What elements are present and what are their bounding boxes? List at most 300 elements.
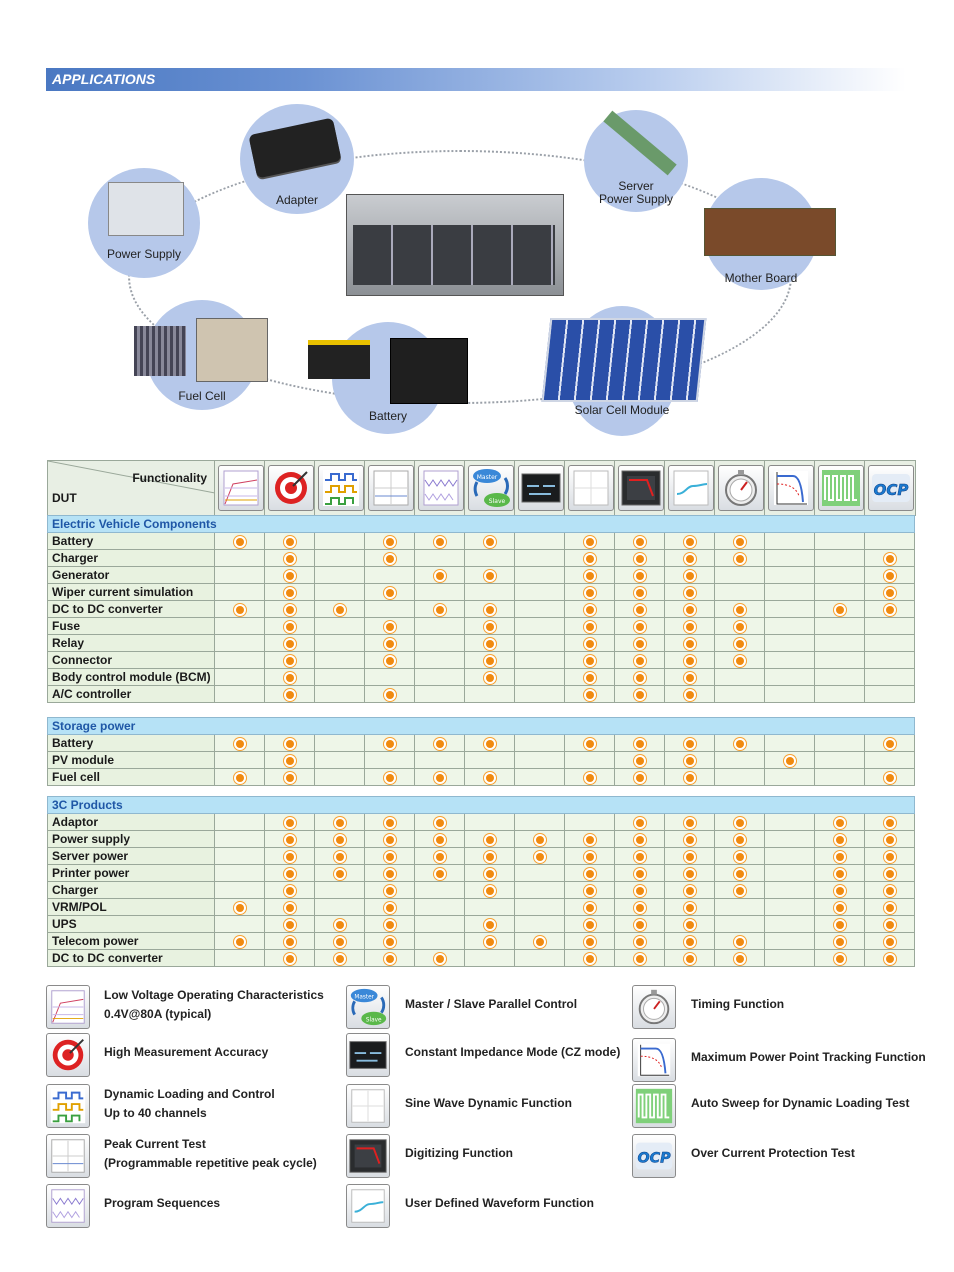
matrix-cell — [565, 752, 615, 769]
applicable-sun-icon — [886, 938, 894, 946]
applicable-sun-icon — [386, 921, 394, 929]
applicable-sun-icon — [336, 921, 344, 929]
matrix-cell — [865, 635, 915, 652]
table-row — [48, 769, 915, 786]
matrix-cell — [665, 550, 715, 567]
master-slave-icon — [468, 465, 514, 511]
table-row — [48, 686, 915, 703]
svg-text:Slave: Slave — [365, 1017, 382, 1024]
matrix-cell — [315, 769, 365, 786]
matrix-cell — [815, 669, 865, 686]
applicable-sun-icon — [386, 623, 394, 631]
applicable-sun-icon — [886, 887, 894, 895]
applicable-sun-icon — [586, 640, 594, 648]
applicable-sun-icon — [286, 819, 294, 827]
legend-line-1: Sine Wave Dynamic Function — [405, 1096, 572, 1110]
matrix-cell — [815, 916, 865, 933]
table-row — [48, 567, 915, 584]
applicable-sun-icon — [486, 623, 494, 631]
applicable-sun-icon — [286, 887, 294, 895]
matrix-cell — [765, 652, 815, 669]
matrix-cell — [765, 669, 815, 686]
matrix-cell — [515, 618, 565, 635]
matrix-cell — [515, 601, 565, 618]
matrix-cell — [465, 899, 515, 916]
matrix-cell — [715, 831, 765, 848]
matrix-cell — [615, 550, 665, 567]
applicable-sun-icon — [636, 757, 644, 765]
applicable-sun-icon — [886, 955, 894, 963]
accuracy-target-icon — [268, 465, 314, 511]
matrix-cell — [815, 814, 865, 831]
applicable-sun-icon — [686, 904, 694, 912]
legend-text — [104, 986, 324, 1024]
legend-line-1: Timing Function — [691, 997, 785, 1011]
matrix-cell — [715, 567, 765, 584]
matrix-cell — [515, 950, 565, 967]
matrix-cell — [215, 831, 265, 848]
matrix-cell — [715, 752, 765, 769]
matrix-cell — [515, 865, 565, 882]
applicable-sun-icon — [886, 853, 894, 861]
matrix-cell — [315, 814, 365, 831]
header-cell-dynamic-loading-icon — [314, 460, 366, 516]
matrix-cell — [865, 618, 915, 635]
matrix-cell — [865, 865, 915, 882]
applicable-sun-icon — [286, 774, 294, 782]
section-table — [47, 717, 915, 786]
applicable-sun-icon — [686, 921, 694, 929]
legend-auto-sweep-icon — [632, 1084, 676, 1128]
applicable-sun-icon — [636, 921, 644, 929]
table-row — [48, 533, 915, 550]
section-header-row — [48, 516, 915, 533]
applicable-sun-icon — [686, 740, 694, 748]
legend-program-sequence-icon — [46, 1184, 90, 1228]
matrix-cell — [315, 882, 365, 899]
matrix-cell — [615, 669, 665, 686]
legend-mppt-curve-icon — [632, 1038, 676, 1082]
matrix-cell — [265, 831, 315, 848]
legend-peak-current-icon — [46, 1134, 90, 1178]
applicable-sun-icon — [286, 904, 294, 912]
matrix-cell — [715, 669, 765, 686]
matrix-cell — [415, 567, 465, 584]
electronic-load-mainframe-image — [346, 194, 564, 296]
applicable-sun-icon — [286, 640, 294, 648]
matrix-cell — [865, 882, 915, 899]
matrix-cell — [765, 584, 815, 601]
matrix-cell — [865, 735, 915, 752]
matrix-cell — [865, 669, 915, 686]
applicable-sun-icon — [636, 819, 644, 827]
table-row — [48, 933, 915, 950]
matrix-cell — [515, 567, 565, 584]
matrix-cell — [815, 950, 865, 967]
matrix-cell — [415, 899, 465, 916]
applicable-sun-icon — [386, 640, 394, 648]
matrix-cell — [265, 814, 315, 831]
matrix-cell — [265, 916, 315, 933]
row-label: Power supply — [48, 831, 215, 848]
matrix-cell — [465, 882, 515, 899]
matrix-cell — [615, 950, 665, 967]
matrix-cell — [465, 567, 515, 584]
applicable-sun-icon — [886, 555, 894, 563]
applicable-sun-icon — [836, 921, 844, 929]
header-cell-cz-mode-icon — [514, 460, 566, 516]
matrix-cell — [415, 831, 465, 848]
matrix-cell — [365, 735, 415, 752]
matrix-cell — [715, 652, 765, 669]
ocp-icon — [868, 465, 914, 511]
table-header-dut — [47, 460, 216, 516]
legend-text — [405, 1194, 594, 1213]
applicable-sun-icon — [836, 870, 844, 878]
row-label: Wiper current simulation — [48, 584, 215, 601]
matrix-cell — [215, 769, 265, 786]
matrix-cell — [765, 769, 815, 786]
row-label: DC to DC converter — [48, 950, 215, 967]
matrix-cell — [315, 618, 365, 635]
applicable-sun-icon — [236, 740, 244, 748]
matrix-cell — [615, 533, 665, 550]
applicable-sun-icon — [336, 853, 344, 861]
matrix-cell — [215, 735, 265, 752]
matrix-cell — [715, 618, 765, 635]
header-cell-master-slave-icon — [464, 460, 516, 516]
matrix-cell — [265, 669, 315, 686]
matrix-cell — [715, 899, 765, 916]
bubble-mother-board — [704, 178, 818, 290]
matrix-cell — [765, 831, 815, 848]
applicable-sun-icon — [636, 691, 644, 699]
applicable-sun-icon — [786, 757, 794, 765]
matrix-cell — [215, 533, 265, 550]
matrix-cell — [665, 933, 715, 950]
matrix-cell — [715, 950, 765, 967]
legend-text — [405, 995, 577, 1014]
applicable-sun-icon — [486, 774, 494, 782]
applicable-sun-icon — [286, 740, 294, 748]
matrix-cell — [665, 652, 715, 669]
applicable-sun-icon — [636, 938, 644, 946]
matrix-cell — [565, 950, 615, 967]
matrix-cell — [715, 882, 765, 899]
matrix-cell — [715, 635, 765, 652]
applicable-sun-icon — [286, 870, 294, 878]
matrix-cell — [365, 769, 415, 786]
matrix-cell — [315, 831, 365, 848]
matrix-cell — [415, 635, 465, 652]
matrix-cell — [365, 831, 415, 848]
matrix-cell — [665, 635, 715, 652]
row-label: Fuel cell — [48, 769, 215, 786]
matrix-cell — [265, 769, 315, 786]
applicable-sun-icon — [736, 870, 744, 878]
row-label: Server power — [48, 848, 215, 865]
matrix-cell — [665, 618, 715, 635]
matrix-cell — [715, 550, 765, 567]
banner-title: APPLICATIONS — [52, 71, 156, 87]
matrix-cell — [365, 584, 415, 601]
matrix-cell — [215, 550, 265, 567]
applicable-sun-icon — [586, 938, 594, 946]
matrix-cell — [365, 601, 415, 618]
row-label: Fuse — [48, 618, 215, 635]
applicable-sun-icon — [236, 938, 244, 946]
matrix-cell — [865, 533, 915, 550]
matrix-cell — [215, 848, 265, 865]
matrix-cell — [565, 769, 615, 786]
legend-line-1: Dynamic Loading and Control — [104, 1087, 275, 1101]
timing-stopwatch-icon — [718, 465, 764, 511]
matrix-cell — [465, 635, 515, 652]
matrix-cell — [715, 601, 765, 618]
matrix-cell — [815, 584, 865, 601]
matrix-cell — [265, 618, 315, 635]
matrix-cell — [465, 916, 515, 933]
applicable-sun-icon — [636, 538, 644, 546]
applicable-sun-icon — [636, 740, 644, 748]
applicable-sun-icon — [686, 538, 694, 546]
applicable-sun-icon — [686, 555, 694, 563]
matrix-cell — [465, 601, 515, 618]
table-row — [48, 652, 915, 669]
matrix-cell — [365, 752, 415, 769]
matrix-cell — [515, 635, 565, 652]
matrix-cell — [815, 831, 865, 848]
applicable-sun-icon — [736, 819, 744, 827]
legend-text — [691, 1094, 909, 1113]
matrix-cell — [865, 950, 915, 967]
legend-text — [104, 1135, 317, 1173]
applicable-sun-icon — [686, 691, 694, 699]
adapter-image — [248, 118, 341, 179]
fuel-cell-stack-image — [196, 318, 268, 382]
applicable-sun-icon — [836, 955, 844, 963]
applicable-sun-icon — [586, 921, 594, 929]
legend-text — [104, 1043, 268, 1062]
matrix-cell — [465, 933, 515, 950]
matrix-cell — [815, 769, 865, 786]
matrix-cell — [665, 882, 715, 899]
table-row — [48, 735, 915, 752]
legend-line-1: Maximum Power Point Tracking Function — [691, 1050, 926, 1064]
table-row — [48, 848, 915, 865]
applicable-sun-icon — [636, 674, 644, 682]
table-row — [48, 635, 915, 652]
matrix-cell — [415, 686, 465, 703]
matrix-cell — [765, 550, 815, 567]
matrix-cell — [865, 831, 915, 848]
bubble-server-power — [584, 110, 688, 212]
applicable-sun-icon — [736, 538, 744, 546]
matrix-cell — [715, 769, 765, 786]
applicable-sun-icon — [886, 904, 894, 912]
header-diagonal — [48, 461, 215, 515]
matrix-cell — [215, 652, 265, 669]
section-title: Storage power — [48, 718, 915, 735]
matrix-cell — [265, 865, 315, 882]
label-power-supply: Power Supply — [106, 247, 182, 261]
legend-line-1: High Measurement Accuracy — [104, 1045, 269, 1059]
applicable-sun-icon — [336, 606, 344, 614]
matrix-cell — [565, 686, 615, 703]
matrix-cell — [865, 899, 915, 916]
matrix-cell — [465, 584, 515, 601]
matrix-cell — [265, 899, 315, 916]
matrix-cell — [665, 669, 715, 686]
applicable-sun-icon — [736, 640, 744, 648]
row-label: Generator — [48, 567, 215, 584]
applicable-sun-icon — [636, 589, 644, 597]
legend-low-voltage-icon — [46, 985, 90, 1029]
matrix-cell — [365, 635, 415, 652]
label-adapter: Adapter — [275, 193, 319, 207]
matrix-cell — [565, 882, 615, 899]
solar-panel-image — [542, 318, 707, 402]
bubble-adapter — [240, 104, 354, 214]
battery-large-image — [390, 338, 468, 404]
matrix-cell — [415, 882, 465, 899]
matrix-cell — [615, 882, 665, 899]
legend-text — [405, 1043, 620, 1062]
matrix-cell — [815, 848, 865, 865]
applicable-sun-icon — [636, 887, 644, 895]
header-cell-digitizing-icon — [614, 460, 666, 516]
matrix-cell — [415, 618, 465, 635]
table-row — [48, 618, 915, 635]
header-dut: DUT — [52, 491, 77, 505]
matrix-cell — [565, 933, 615, 950]
applicable-sun-icon — [436, 853, 444, 861]
applicable-sun-icon — [836, 904, 844, 912]
table-row — [48, 916, 915, 933]
matrix-cell — [415, 769, 465, 786]
matrix-cell — [615, 735, 665, 752]
matrix-cell — [865, 848, 915, 865]
applicable-sun-icon — [636, 606, 644, 614]
applicable-sun-icon — [886, 819, 894, 827]
matrix-cell — [365, 882, 415, 899]
applicable-sun-icon — [486, 572, 494, 580]
matrix-cell — [715, 814, 765, 831]
row-label: Telecom power — [48, 933, 215, 950]
matrix-cell — [765, 686, 815, 703]
applicable-sun-icon — [336, 819, 344, 827]
matrix-cell — [465, 735, 515, 752]
sine-wave-icon — [568, 465, 614, 511]
applicable-sun-icon — [386, 819, 394, 827]
bubble-fuel-cell — [146, 300, 258, 410]
applicable-sun-icon — [686, 836, 694, 844]
table-row — [48, 831, 915, 848]
matrix-cell — [315, 735, 365, 752]
matrix-cell — [565, 567, 615, 584]
matrix-cell — [465, 533, 515, 550]
matrix-cell — [765, 882, 815, 899]
row-label: Adaptor — [48, 814, 215, 831]
header-functionality: Functionality — [132, 471, 207, 485]
applicable-sun-icon — [586, 870, 594, 878]
applicable-sun-icon — [686, 657, 694, 665]
matrix-cell — [315, 848, 365, 865]
applicable-sun-icon — [286, 623, 294, 631]
applicable-sun-icon — [736, 623, 744, 631]
legend-accuracy-target-icon — [46, 1033, 90, 1077]
matrix-cell — [715, 686, 765, 703]
applicable-sun-icon — [586, 836, 594, 844]
legend-dynamic-loading-icon — [46, 1084, 90, 1128]
applicable-sun-icon — [686, 853, 694, 861]
applicable-sun-icon — [486, 853, 494, 861]
matrix-cell — [515, 669, 565, 686]
label-mother-board: Mother Board — [724, 271, 798, 285]
matrix-cell — [365, 550, 415, 567]
applicable-sun-icon — [386, 657, 394, 665]
matrix-cell — [665, 848, 715, 865]
matrix-cell — [315, 601, 365, 618]
applicable-sun-icon — [236, 538, 244, 546]
applicable-sun-icon — [686, 757, 694, 765]
row-label: Battery — [48, 533, 215, 550]
legend-line-1: Constant Impedance Mode (CZ mode) — [405, 1045, 621, 1059]
matrix-cell — [815, 752, 865, 769]
matrix-cell — [315, 865, 365, 882]
matrix-cell — [865, 686, 915, 703]
applicable-sun-icon — [536, 836, 544, 844]
legend-line-1: Over Current Protection Test — [691, 1146, 855, 1160]
matrix-cell — [565, 916, 615, 933]
matrix-cell — [265, 584, 315, 601]
legend-ocp-icon — [632, 1134, 676, 1178]
applicable-sun-icon — [886, 589, 894, 597]
svg-text:OCP: OCP — [873, 481, 909, 499]
applicable-sun-icon — [736, 887, 744, 895]
matrix-cell — [315, 752, 365, 769]
matrix-cell — [615, 831, 665, 848]
applicable-sun-icon — [536, 938, 544, 946]
section-header-row — [48, 797, 915, 814]
matrix-cell — [715, 533, 765, 550]
applicable-sun-icon — [636, 870, 644, 878]
applicable-sun-icon — [636, 904, 644, 912]
matrix-cell — [565, 533, 615, 550]
fuel-cell-image — [134, 326, 186, 376]
table-row — [48, 601, 915, 618]
legend-digitizing-icon — [346, 1134, 390, 1178]
legend-text — [691, 995, 784, 1014]
program-sequence-icon — [418, 465, 464, 511]
applicable-sun-icon — [586, 589, 594, 597]
legend-cz-mode-icon — [346, 1033, 390, 1077]
matrix-cell — [365, 669, 415, 686]
legend-timing-stopwatch-icon — [632, 985, 676, 1029]
matrix-cell — [865, 584, 915, 601]
applicable-sun-icon — [386, 538, 394, 546]
applicable-sun-icon — [386, 589, 394, 597]
applicable-sun-icon — [886, 606, 894, 614]
matrix-cell — [415, 916, 465, 933]
row-label: Relay — [48, 635, 215, 652]
matrix-cell — [515, 686, 565, 703]
legend-line-2: (Programmable repetitive peak cycle) — [104, 1156, 317, 1170]
matrix-cell — [215, 752, 265, 769]
applicable-sun-icon — [336, 836, 344, 844]
applicable-sun-icon — [586, 691, 594, 699]
peak-current-icon — [368, 465, 414, 511]
